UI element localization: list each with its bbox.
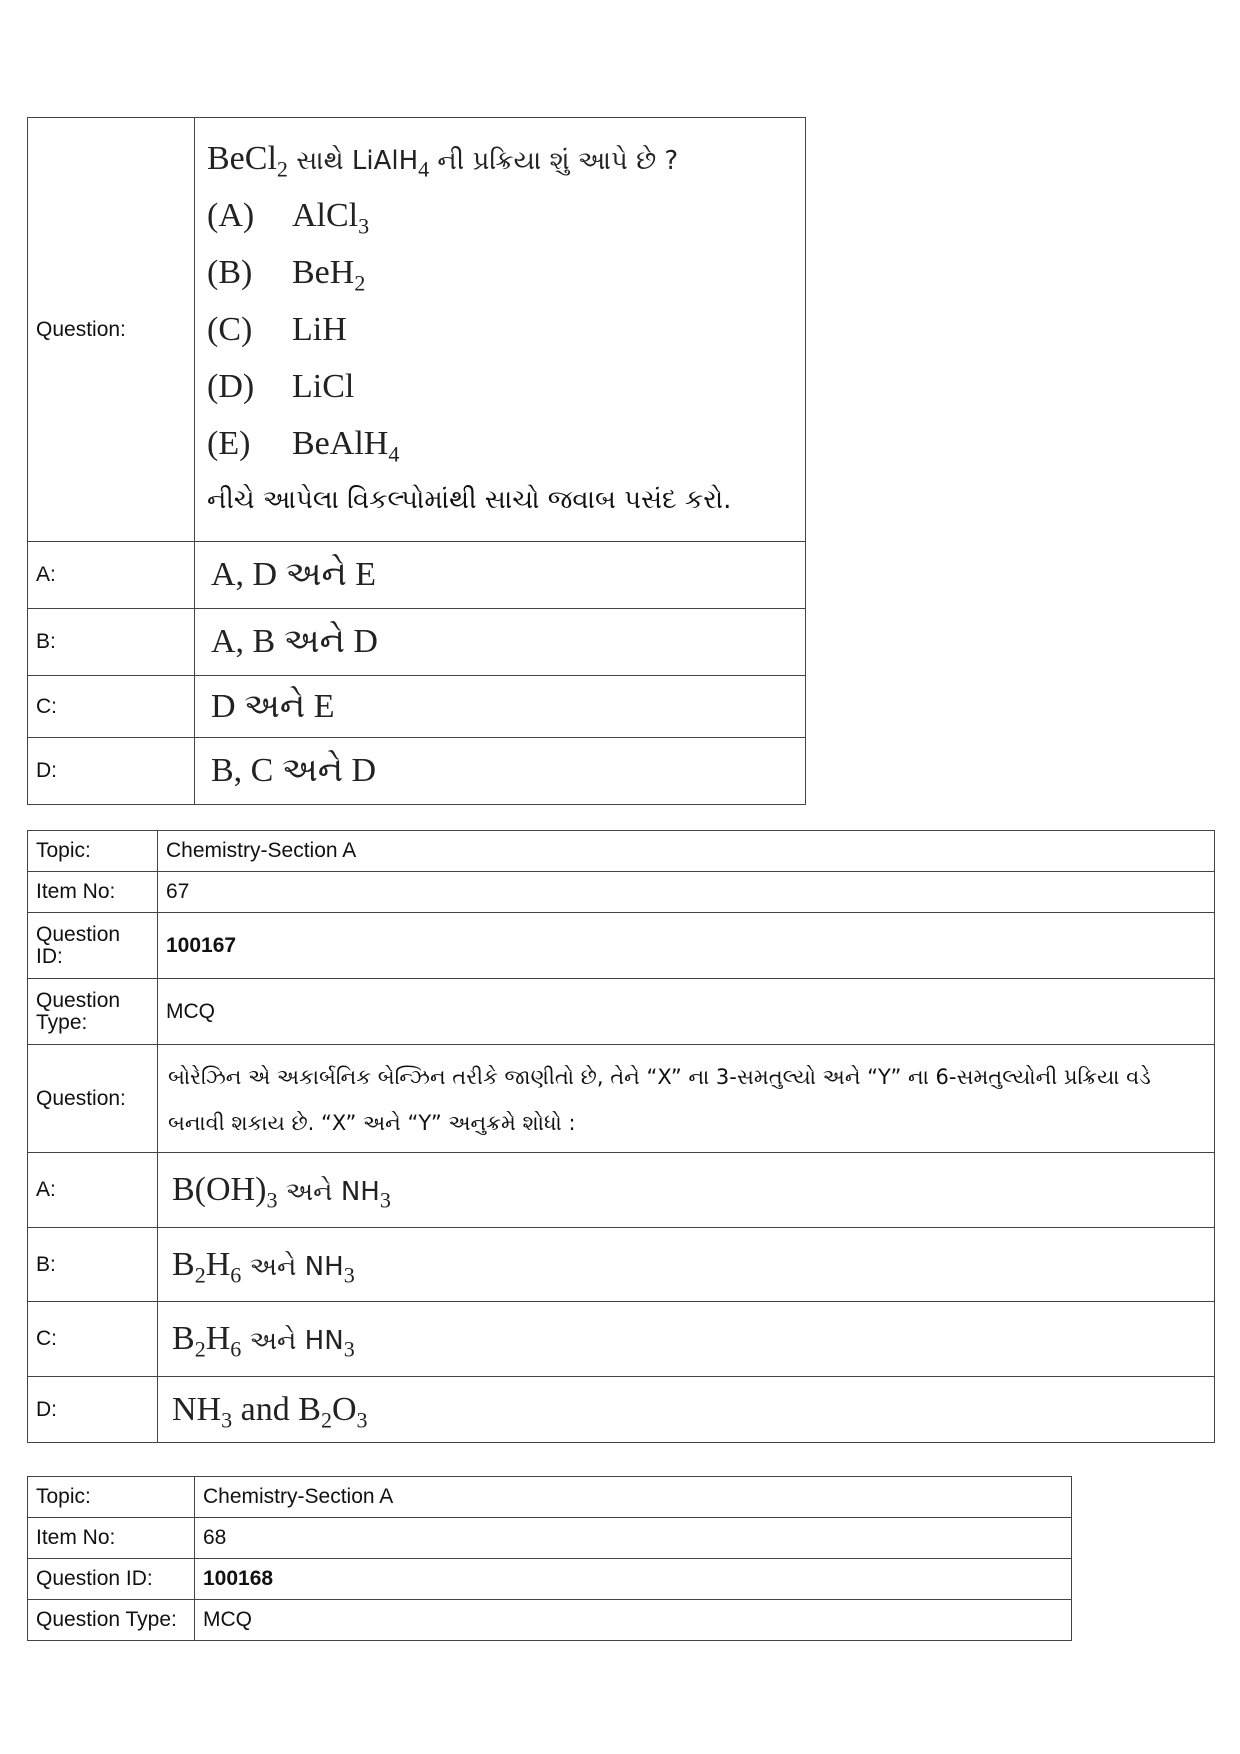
- option-label: B:: [28, 609, 195, 676]
- question-68-table: [27, 1476, 1072, 1641]
- question-label: Question:: [28, 1045, 158, 1153]
- option-row: [28, 676, 806, 738]
- option-text: $B(OH)_3$ અને $NH_3$: [158, 1153, 1215, 1228]
- topic-value: Chemistry-Section A: [195, 1477, 1072, 1518]
- question-row: [28, 1045, 1215, 1153]
- choice-c: (C) LiH: [207, 311, 347, 348]
- meta-row: [28, 831, 1215, 872]
- option-row: [28, 609, 806, 676]
- option-label: D:: [28, 1377, 158, 1443]
- question-type-label: Question Type:: [28, 979, 158, 1045]
- option-label: C:: [28, 676, 195, 738]
- question-type-value: MCQ: [195, 1600, 1072, 1641]
- option-text: $B_2H_6$ અને $HN_3$: [158, 1302, 1215, 1377]
- question-stem: BeCl$_2$ સાથે LiAlH$_4$ ની પ્રક્રિયા શું આપે છે ?: [207, 140, 679, 182]
- question-type-value: MCQ: [158, 979, 1215, 1045]
- question-id-value: 100167: [158, 913, 1215, 979]
- topic-label: Topic:: [28, 1477, 195, 1518]
- meta-row: [28, 1600, 1072, 1641]
- option-text: A, D અને E: [195, 542, 806, 609]
- topic-label: Topic:: [28, 831, 158, 872]
- option-row: [28, 1377, 1215, 1443]
- question-66-table: [27, 117, 806, 805]
- question-id-label: Question ID:: [28, 1559, 195, 1600]
- topic-value: Chemistry-Section A: [158, 831, 1215, 872]
- item-no-value: 68: [195, 1518, 1072, 1559]
- question-type-label: Question Type:: [28, 1600, 195, 1641]
- option-row: [28, 1228, 1215, 1302]
- choice-b: (B) BeH$_2$: [207, 254, 366, 296]
- question-label: Question:: [28, 118, 195, 542]
- option-text: $B_2H_6$ અને $NH_3$: [158, 1228, 1215, 1302]
- item-no-label: Item No:: [28, 1518, 195, 1559]
- option-label: C:: [28, 1302, 158, 1377]
- option-label: A:: [28, 1153, 158, 1228]
- question-line-1: બોરેઝિન એ અકાર્બનિક બેન્ઝિન તરીકે જાણીતો છે, તેને “X” ના 3-સમતુલ્યો અને “Y” ના 6-સમતુલ્યોની પ્રક્રિયા વડે: [168, 1064, 1151, 1089]
- option-label: B:: [28, 1228, 158, 1302]
- item-no-value: 67: [158, 872, 1215, 913]
- question-id-value: 100168: [195, 1559, 1072, 1600]
- option-text: A, B અને D: [195, 609, 806, 676]
- option-row: [28, 542, 806, 609]
- meta-row: [28, 872, 1215, 913]
- option-text: $NH_3$ and $B_2O_3$: [158, 1377, 1215, 1443]
- question-body: [195, 118, 806, 542]
- item-no-label: Item No:: [28, 872, 158, 913]
- option-label: A:: [28, 542, 195, 609]
- question-67-table: [27, 830, 1215, 1443]
- choice-d: (D) LiCl: [207, 368, 355, 405]
- meta-row: [28, 913, 1215, 979]
- question-row: [28, 118, 806, 542]
- meta-row: [28, 1477, 1072, 1518]
- question-text: [158, 1045, 1215, 1153]
- meta-row: [28, 1518, 1072, 1559]
- option-label: D:: [28, 738, 195, 805]
- option-row: [28, 738, 806, 805]
- question-id-label: Question ID:: [28, 913, 158, 979]
- option-row: [28, 1153, 1215, 1228]
- choice-e: (E) BeAlH$_4$: [207, 425, 400, 467]
- option-row: [28, 1302, 1215, 1377]
- choice-a: (A) AlCl$_3$: [207, 197, 370, 239]
- option-text: B, C અને D: [195, 738, 806, 805]
- meta-row: [28, 1559, 1072, 1600]
- meta-row: [28, 979, 1215, 1045]
- question-instruction: નીચે આપેલા વિકલ્પોમાંથી સાચો જવાબ પસંદ કરો.: [207, 485, 732, 515]
- question-line-2: બનાવી શકાય છે. “X” અને “Y” અનુક્રમે શોધો :: [168, 1110, 576, 1135]
- option-text: D અને E: [195, 676, 806, 738]
